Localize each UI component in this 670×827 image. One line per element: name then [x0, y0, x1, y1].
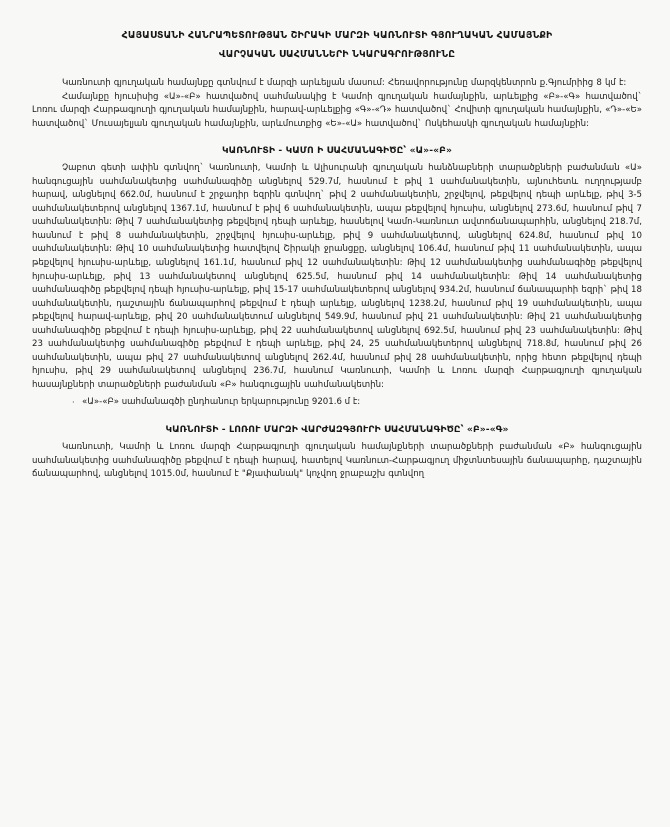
intro-paragraph-1: Կառնուտի գյուղական համայնքը գտնվում է մարզի արևելյան մասում: Հեռավորությունը մարզկենտրոն ք.Գյումրիից 8 կմ է:: [62, 78, 627, 88]
bullet-icon: ·: [72, 398, 75, 408]
section-1-paragraph: Չաբոտ գետի ափին գտնվող` Կառնուտի, Կամոի և Ալիսուրանի գյուղական հանձնաբների տարածքների բաժանման «Ա» հանգուցային սահմանակետից սահմանագիծը անցնելով 529.7մ, հասնում է թիվ 1 սահմանակետին, այնուհետև ուղղությամբ հարավ, անցնելով 662.0մ, հասնում է շրջադիր եզրին գտնվող` թիվ 2 սահմանակետին, շրջվելով, թեքվելով դեպի արևելք, թիվ 3-5 սահմանակետերով անցնելով 1367.1մ, հասնում է թիվ 6 սահմանակետին, ապա թեքվելով հյուսիս, անցնելով 273.6մ, հասնում թիվ 7 սահմանակետին: Թիվ 7 սահմանակետից թեքվելով դեպի արևելք, հասնելով Կամո-Կառնուտ ավտոճանապարհին, անցնելով 218.7մ, հասնում է թիվ 8 սահմանակետին, շրջվելով հյուսիս-արևելք, թիվ 9 սահմանակետով, անցնելով 624.8մ, հասնում թիվ 10 սահմանակետին: Թիվ 10 սահմանակետից հատվելով Շիրակի ջրանցքը, անցնելով 106.4մ, հասնում թիվ 11 սահմանակետին, ապա թեքվելով հյուսիս-արևելք, անցնելով 161.1մ, հասնում թիվ 12 սահմանակետին: Թիվ 12 սահմանակետից սահմանագիծը թեքվելով հյուսիս-արևելք, թիվ 13 սահմանակետով անցնելով 625.5մ, հասնում թիվ 14 սահմանակետին: Թիվ 14 սահմանակետից սահմանագիծը թեքվելով դեպի հյուսիս-արևելք, թիվ 15-17 սահմանակետերով անցնելով 934.2մ, հասնում ճանապարհի եզրի` թիվ 18 սահմանակետին, դաշտային ճանապարհով թեքվում է դեպի արևելք, անցնելով 1238.2մ, հասնում թիվ 19 սահմանակետին, ապա թեքվելով հարավ-արևելք, թիվ 20 սահմանակետում անցնելով 549.9մ, հասնում թիվ 21 սահմանակետին: Թիվ 21 սահմանակետից սահմանագիծը թեքվում է դեպի հյուսիս-արևելք, թիվ 22 սահմանակետով անցնելով 692.5մ, հասնում թիվ 23 սահմանակետին: Թիվ 23 սահմանակետից սահմանագիծը թեքվում է դեպի արևելք, թիվ 24, 25 սահմանակետերով անցնելով 718.8մ, հասնում թիվ 26 սահմանակետին, ապա թիվ 27 սահմանակետով անցնելով 262.4մ, հասնում թիվ 28 սահմանակետին, որից հետո թեքվելով դեպի հյուսիս, թիվ 29 սահմանակետով անցնելով 236.7մ, հասնում Կառնուտի, Կամոի և Լոռու մարզի Հարթագյուղի գյուղական հասայնքների տարածքների բաժանման «Բ» հանգուցային սահմանակետին:: [32, 163, 642, 390]
section-2-paragraph: Կառնուտի, Կամոի և Լոռու մարզի Հարթագյուղի գյուղական համայնքների տարածքների բաժանման «Բ» հանգուցային սահմանակետից սահմանագիծը թեքվում է դեպի հարավ, հատելով Կառնուտ-Հարթագյուղ միջտնտեսային ճանապարհը, դաշտային ճանապարհով, անցնելով 1015.0մ, հասնում է "Քյափանակ" կոչվող ջրաբաշխ գտնվող: [32, 442, 642, 480]
section-1-bullet-item: [32, 396, 642, 410]
document-title: [38, 26, 636, 64]
section-2-heading: ԿԱՌՆՈՒՏԻ - ԼՈՌՈՒ ՄԱՐԶԻ ՎԱՐԺԱԶԳՅՈՒՐԻ ՍԱՀՄԱՆԱԳԻԾԸ՝ «Բ»-«Գ»: [165, 424, 509, 436]
document-title-line-1: ՀԱՅԱՍՏԱՆԻ ՀԱՆՐԱՊԵՏՈՒԹՅԱՆ ՇԻՐԱԿԻ ՄԱՐԶԻ ԿԱՌՆՈՒՏԻ ԳՅՈՒՂԱԿԱՆ ՀԱՄԱՅՆՔԻ: [121, 30, 553, 41]
section-1-bullet-text: «Ա»-«Բ» սահմանագծի ընդհանուր երկարությունը 9201.6 մ է:: [82, 397, 361, 408]
document-title-line-2: ՎԱՐՉԱԿԱՆ ՍԱՀՄԱՆՆԵՐԻ ՆԿԱՐԱԳՐՈՒԹՅՈՒՆԸ: [218, 49, 456, 60]
section-1-heading: ԿԱՌՆՈՒՏԻ - ԿԱՄՈ Ի ՍԱՀՄԱՆԱԳԻԾԸ՝ «Ա»-«Բ»: [222, 145, 452, 157]
spacer: [32, 64, 642, 77]
intro-paragraph-2: Համայնքը հյուսիսից «Ա»-«Բ» հատվածով սահմանակից է Կամոի գյուղական համայնքին, արևելքից «Բ»-«Գ» հատվածով` Լոռու մարզի Հարթագյուղի գյուղական համայնքին, հարավ-արևելքից «Գ»-«Դ» հատվածով` Հովիտի գյուղական համայնքին, «Դ»-«Ե» հատվածով` Մուսայելյան գյուղական համայնքին, արևմուտքից «Ե»-«Ա» հատվածով` Ոսկեհասկի գյուղական համայնքին:: [32, 91, 642, 129]
